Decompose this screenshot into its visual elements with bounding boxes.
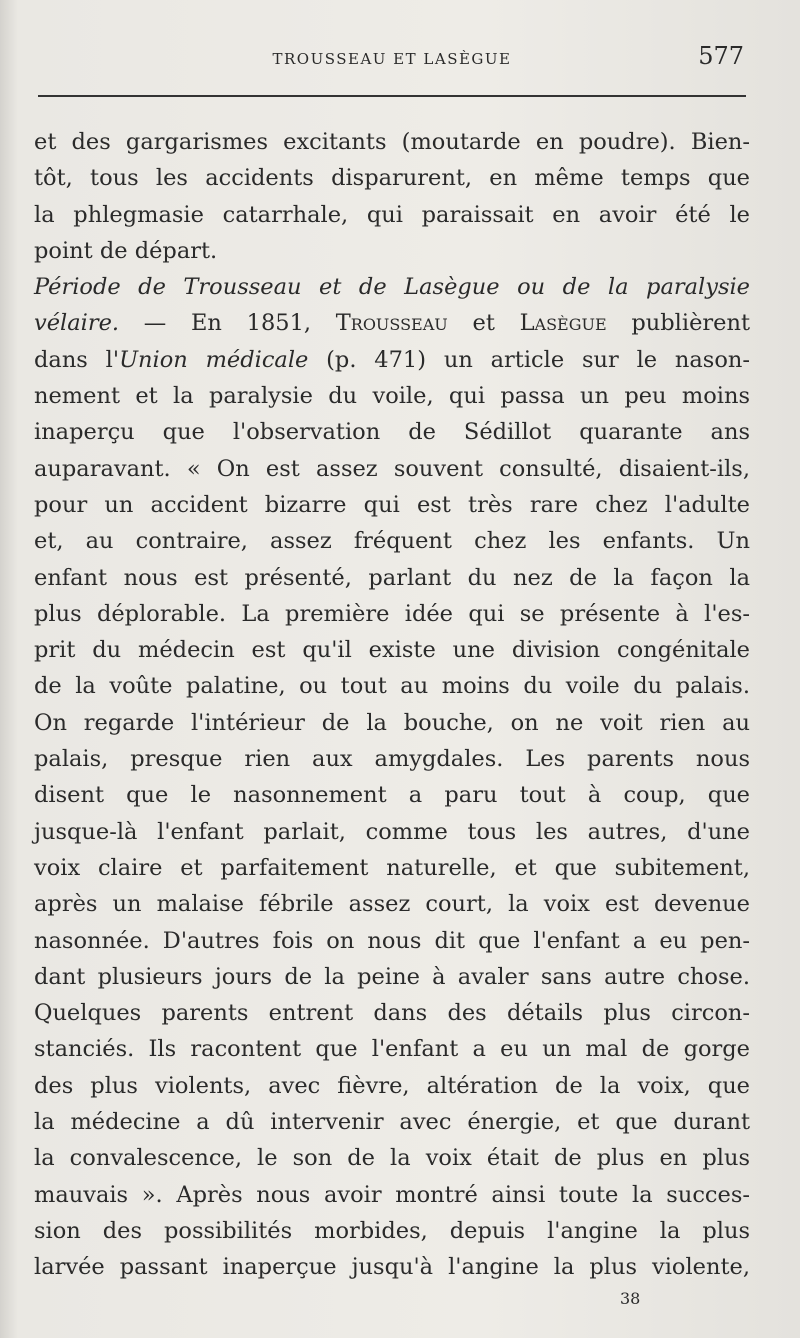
text-run: — En 1851, bbox=[119, 310, 336, 337]
text-line: palais, presque rien aux amygdales. Les parents nous bbox=[34, 746, 750, 773]
text-run: publièrent bbox=[606, 310, 750, 337]
text-line: et des gargarismes excitants (moutarde en poudre). Bien- bbox=[34, 129, 750, 155]
running-title: TROUSSEAU ET LASÈGUE bbox=[272, 50, 512, 68]
text-line: nasonnée. D'autres fois on nous dit que l'enfant a eu pen- bbox=[34, 927, 750, 954]
text-line bbox=[34, 305, 750, 341]
text-line: disent que le nasonnement a paru tout à coup, que bbox=[34, 782, 750, 809]
text-line: stanciés. Ils racontent que l'enfant a eu un mal de gorge bbox=[34, 1036, 750, 1063]
section-heading-line: Période de Trousseau et de Lasègue ou de la paralysie bbox=[34, 274, 750, 301]
text-line: voix claire et parfaitement naturelle, et que subitement, bbox=[34, 854, 750, 881]
text-line: des plus violents, avec fièvre, altération de la voix, que bbox=[34, 1072, 750, 1099]
author-name-trousseau: Trousseau bbox=[335, 310, 448, 337]
text-line: la médecine a dû intervenir avec énergie, et que durant bbox=[34, 1109, 750, 1136]
page-header bbox=[36, 44, 748, 78]
page-number: 577 bbox=[698, 42, 744, 70]
text-line: jusque-là l'enfant parlait, comme tous les autres, d'une bbox=[34, 818, 750, 845]
text-line: larvée passant inaperçue jusqu'à l'angine la plus violente, bbox=[34, 1254, 750, 1281]
text-line: prit du médecin est qu'il existe une division congénitale bbox=[34, 637, 750, 664]
text-line: point de départ. bbox=[34, 237, 218, 264]
text-line: nement et la paralysie du voile, qui passa un peu moins bbox=[34, 383, 750, 410]
journal-title: Union médicale bbox=[119, 346, 309, 373]
text-line: pour un accident bizarre qui est très rare chez l'adulte bbox=[34, 491, 750, 518]
text-line: sion des possibilités morbides, depuis l'angine la plus bbox=[34, 1217, 750, 1244]
text-line: la phlegmasie catarrhale, qui paraissait en avoir été le bbox=[34, 201, 750, 228]
header-rule bbox=[38, 95, 746, 97]
heading-italic: vélaire. bbox=[34, 310, 120, 337]
text-line: dant plusieurs jours de la peine à avaler sans autre chose. bbox=[34, 963, 750, 990]
text-line: et, au contraire, assez fréquent chez les enfants. Un bbox=[34, 528, 750, 555]
text-line: après un malaise fébrile assez court, la voix est devenue bbox=[34, 891, 750, 918]
text-run: (p. 471) un article sur le nason- bbox=[308, 346, 750, 373]
text-run: dans l' bbox=[34, 346, 120, 373]
text-line bbox=[34, 342, 750, 378]
text-line: tôt, tous les accidents disparurent, en même temps que bbox=[34, 165, 750, 192]
text-line: auparavant. « On est assez souvent consulté, disaient-ils, bbox=[34, 455, 750, 482]
text-run: et bbox=[447, 310, 520, 337]
text-line: mauvais ». Après nous avoir montré ainsi toute la succes- bbox=[34, 1181, 750, 1208]
text-line: inaperçu que l'observation de Sédillot quarante ans bbox=[34, 419, 750, 446]
text-line: Quelques parents entrent dans des détails plus circon- bbox=[34, 1000, 750, 1027]
text-line: plus déplorable. La première idée qui se présente à l'es- bbox=[34, 600, 750, 627]
printer-signature: 38 bbox=[620, 1289, 641, 1308]
body-text bbox=[34, 124, 750, 1286]
text-line: On regarde l'intérieur de la bouche, on ne voit rien au bbox=[34, 709, 750, 736]
text-line: la convalescence, le son de la voix était de plus en plus bbox=[34, 1145, 750, 1172]
author-name-lasegue: Lasègue bbox=[519, 310, 607, 337]
text-line: de la voûte palatine, ou tout au moins du voile du palais. bbox=[34, 673, 750, 700]
text-line: enfant nous est présenté, parlant du nez de la façon la bbox=[34, 564, 750, 591]
